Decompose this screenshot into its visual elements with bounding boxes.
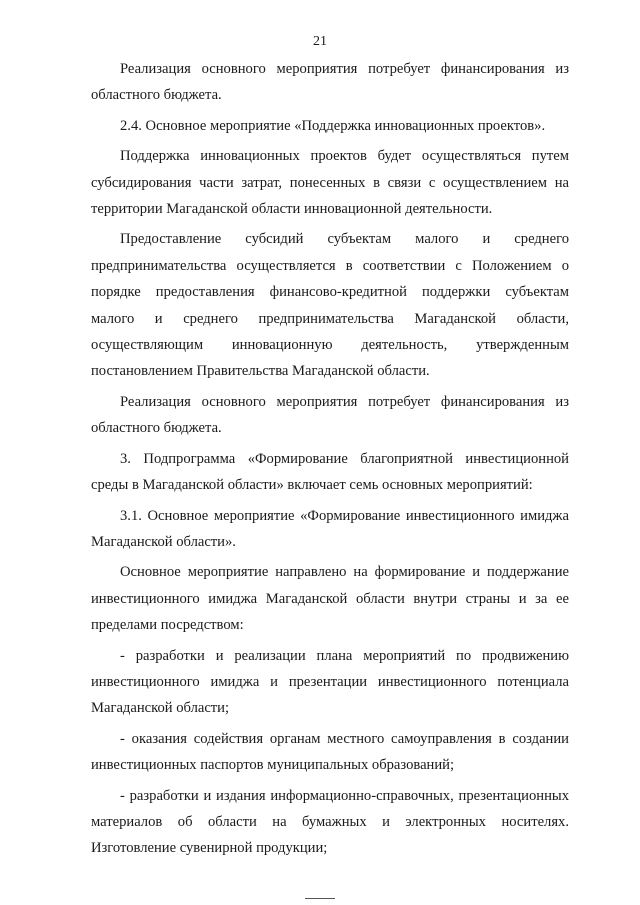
section-heading: 2.4. Основное мероприятие «Поддержка инновационных проектов». [120, 117, 546, 134]
page-number: 21 [313, 34, 327, 49]
footer-divider [305, 898, 335, 899]
list-item: - оказания содействия органам местного самоуправления в создании инвестиционных паспортов муниципальных образований; [91, 730, 569, 774]
document-body [91, 56, 569, 862]
subprogram-heading: 3. Подпрограмма «Формирование благоприятной инвестиционной среды в Магаданской области» включает семь основных мероприятий: [91, 450, 569, 494]
list-item: - разработки и издания информационно-справочных, презентационных материалов об области на бумажных и электронных носителях. Изготовление сувенирной продукции; [91, 787, 569, 857]
paragraph: Реализация основного мероприятия потребует финансирования из областного бюджета. [91, 393, 569, 437]
paragraph: Реализация основного мероприятия потребует финансирования из областного бюджета. [91, 61, 569, 104]
paragraph: Поддержка инновационных проектов будет осуществляться путем субсидирования части затрат, понесенных в связи с осуществлением на территории Магаданской области инновационной деятельности. [91, 148, 569, 218]
paragraph: Основное мероприятие направлено на формирование и поддержание инвестиционного имиджа Магаданской области внутри страны и за ее пределами посредством: [91, 564, 569, 634]
list-item: - разработки и реализации плана мероприятий по продвижению инвестиционного имиджа и презентации инвестиционного потенциала Магаданской области; [91, 647, 569, 717]
paragraph: Предоставление субсидий субъектам малого и среднего предпринимательства осуществляется в соответствии с Положением о порядке предоставления финансово-кредитной поддержки субъектам малого и среднего предпринимательства Магаданской области, осуществляющим инновационную деятельность, утвержденным постановлением Правительства Магаданской области. [91, 231, 569, 380]
section-heading: 3.1. Основное мероприятие «Формирование инвестиционного имиджа Магаданской области». [91, 507, 569, 550]
